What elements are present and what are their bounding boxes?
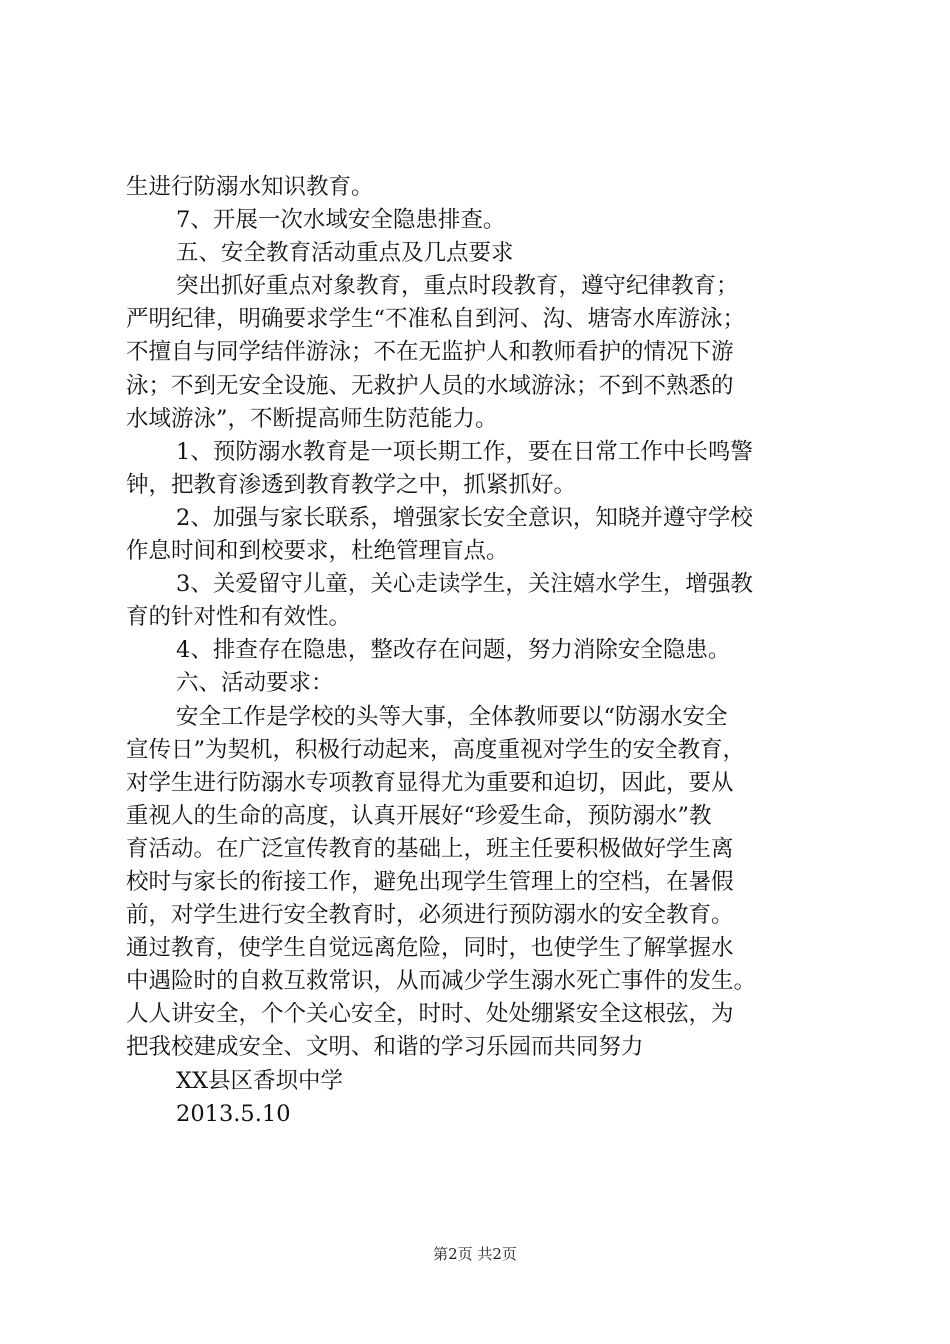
text-line: 作息时间和到校要求，杜绝管理盲点。 <box>126 538 509 565</box>
text-line: 育活动。在广泛宣传教育的基础上，班主任要积极做好学生离 <box>126 835 734 862</box>
text-line: 3、关爱留守儿童，关心走读学生，关注嬉水学生，增强教 <box>176 571 753 598</box>
text-line: 中遇险时的自救互救常识，从而减少学生溺水死亡事件的发生。 <box>126 968 757 995</box>
text-line: 安全工作是学校的头等大事，全体教师要以“防溺水安全 <box>176 703 728 730</box>
text-line: 人人讲安全，个个关心安全，时时、处处绷紧安全这根弦，为 <box>126 1001 734 1028</box>
page-number-footer: 第2页 共2页 <box>433 1245 517 1263</box>
text-line: 生进行防溺水知识教育。 <box>126 174 374 200</box>
text-line: 4、排查存在隐患，整改存在问题，努力消除安全隐患。 <box>176 637 731 664</box>
text-line: 7、开展一次水域安全隐患排查。 <box>176 207 506 234</box>
text-line: 重视人的生命的高度，认真开展好“珍爱生命，预防溺水”教 <box>126 802 712 829</box>
text-line: 前，对学生进行安全教育时，必须进行预防溺水的安全教育。 <box>126 902 734 929</box>
text-line: 通过教育，使学生自觉远离危险，同时，也使学生了解掌握水 <box>126 935 734 962</box>
text-line: 2、加强与家长联系，增强家长安全意识，知晓并遵守学校 <box>176 504 753 531</box>
text-line: 泳；不到无安全设施、无救护人员的水域游泳；不到不熟悉的 <box>126 372 734 399</box>
text-line: 水域游泳”，不断提高师生防范能力。 <box>126 405 498 432</box>
text-line: 校时与家长的衔接工作，避免出现学生管理上的空档，在暑假 <box>126 868 734 895</box>
text-line: 对学生进行防溺水专项教育显得尤为重要和迫切，因此，要从 <box>126 769 734 796</box>
document-body <box>126 171 842 1131</box>
section-heading: 五、安全教育活动重点及几点要求 <box>176 240 514 267</box>
section-heading: 六、活动要求： <box>176 670 334 697</box>
text-line: 宣传日”为契机，积极行动起来，高度重视对学生的安全教育， <box>126 736 746 763</box>
text-line: 1、预防溺水教育是一项长期工作，要在日常工作中长鸣警 <box>176 438 753 465</box>
text-line: 育的针对性和有效性。 <box>126 604 352 631</box>
text-line: 钟，把教育渗透到教育教学之中，抓紧抓好。 <box>126 471 577 498</box>
text-line: 把我校建成安全、文明、和谐的学习乐园而共同努力 <box>126 1034 644 1061</box>
text-line: 不擅自与同学结伴游泳；不在无监护人和教师看护的情况下游 <box>126 339 734 366</box>
text-line: 突出抓好重点对象教育，重点时段教育，遵守纪律教育； <box>176 273 739 300</box>
signature-date: 2013.5.10 <box>176 1100 291 1127</box>
signature-school: XX县区香坝中学 <box>176 1067 344 1094</box>
text-line: 严明纪律，明确要求学生“不准私自到河、沟、塘寄水库游泳； <box>126 306 746 333</box>
